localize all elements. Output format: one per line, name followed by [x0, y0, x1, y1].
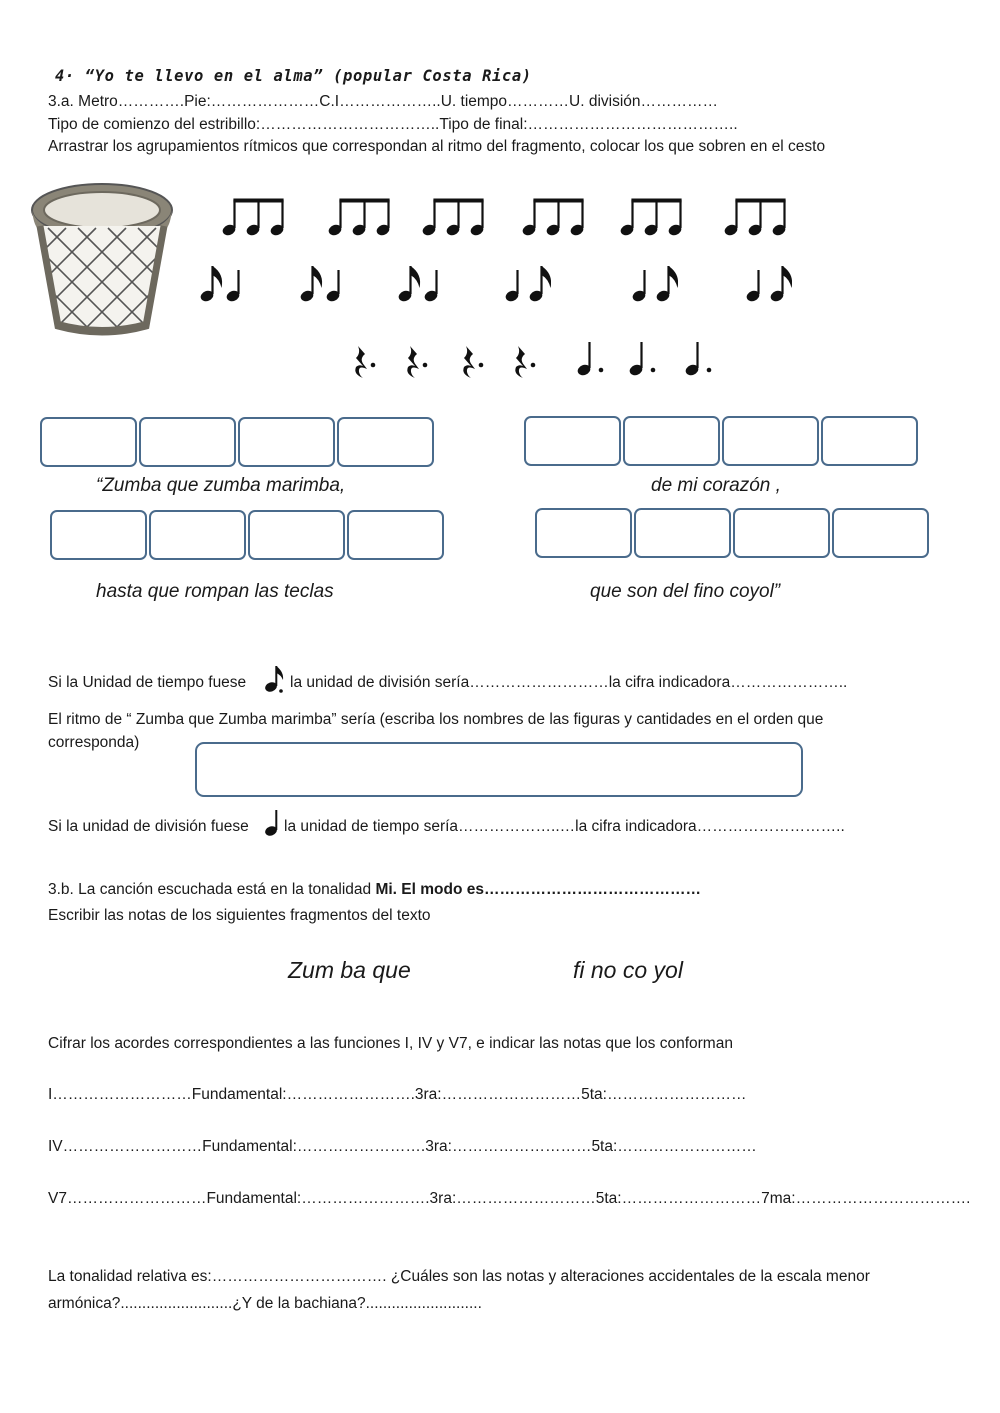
drop-slot[interactable]: [634, 508, 731, 558]
drop-slot[interactable]: [832, 508, 929, 558]
rhythm-group-dotted-quarter-rest[interactable]: [458, 340, 486, 380]
question-3-end: la unidad de tiempo sería………………..…la cifra indicadora………………………..: [284, 818, 845, 835]
scale-question-line: armónica?..........................¿Y de la bachiana?...........................: [48, 1295, 482, 1312]
drop-slot[interactable]: [347, 510, 444, 560]
notes-instruction: Escribir las notas de los siguientes fragmentos del texto: [48, 907, 431, 924]
rhythm-group-quarter-eighth[interactable]: [505, 262, 551, 306]
drop-slot[interactable]: [722, 416, 819, 466]
rhythm-group-dotted-quarter[interactable]: [628, 340, 658, 380]
chords-instruction: Cifrar los acordes correspondientes a las funciones I, IV y V7, e indicar las notas que los conforman: [48, 1035, 733, 1052]
section-b-line: [48, 880, 701, 900]
lyric-line-4: que son del fino coyol”: [590, 581, 781, 602]
drop-slot[interactable]: [623, 416, 720, 466]
quarter-note-icon: [264, 808, 282, 838]
drop-slot[interactable]: [524, 416, 621, 466]
relative-key-line: La tonalidad relativa es:……………………………. ¿Cuáles son las notas y alteraciones accidentales de la escala menor: [48, 1268, 870, 1285]
meter-line: 3.a. Metro………….Pie:…………………C.I………………..U. tiempo…………U. división……………: [48, 93, 719, 110]
drop-slot[interactable]: [821, 416, 918, 466]
rhythm-group-dotted-quarter[interactable]: [684, 340, 714, 380]
answer-row-2: [524, 416, 920, 466]
chord-IV-line: IV………………………Fundamental:…………………….3ra:………………………5ta:………………………: [48, 1138, 757, 1155]
refrain-line: Tipo de comienzo del estribillo:……………………………..Tipo de final:…………………………………..: [48, 116, 738, 133]
rhythm-group-dotted-quarter-rest[interactable]: [510, 340, 538, 380]
drop-slot[interactable]: [40, 417, 137, 467]
rhythm-group-dotted-quarter-rest[interactable]: [402, 340, 430, 380]
answer-row-4: [535, 508, 931, 558]
rhythm-group-eighth-quarter[interactable]: [200, 262, 246, 306]
chord-I-line: I………………………Fundamental:…………………….3ra:………………………5ta:………………………: [48, 1086, 747, 1103]
rhythm-group-eighth-quarter[interactable]: [398, 262, 444, 306]
rhythm-group-eighth-quarter[interactable]: [300, 262, 346, 306]
drop-slot[interactable]: [337, 417, 434, 467]
lyric-line-3: hasta que rompan las teclas: [96, 581, 334, 602]
lyric-line-1: “Zumba que zumba marimba,: [96, 475, 346, 496]
question-2: El ritmo de “ Zumba que Zumba marimba” sería (escriba los nombres de las figuras y cantidades en el orden que: [48, 711, 824, 728]
rhythm-group-triplet-eighths[interactable]: [328, 196, 404, 240]
question-3-start: Si la unidad de división fuese: [48, 818, 249, 835]
question-2-cont: corresponda): [48, 734, 140, 751]
rhythm-group-dotted-quarter[interactable]: [576, 340, 606, 380]
rhythm-group-quarter-eighth[interactable]: [632, 262, 678, 306]
instruction-line: Arrastrar los agrupamientos rítmicos que correspondan al ritmo del fragmento, colocar los que sobren en el cesto: [48, 138, 826, 155]
answer-row-1: [40, 417, 436, 467]
rhythm-group-triplet-eighths[interactable]: [724, 196, 800, 240]
drop-slot[interactable]: [50, 510, 147, 560]
basket-icon[interactable]: [28, 178, 176, 338]
mode-text: Mi. El modo es……………………………………: [375, 881, 701, 898]
drop-slot[interactable]: [535, 508, 632, 558]
exercise-title: 4· “Yo te llevo en el alma” (popular Costa Rica): [55, 67, 532, 85]
drop-slot[interactable]: [248, 510, 345, 560]
lyric-line-2: de mi corazón ,: [651, 475, 781, 496]
rhythm-answer-field[interactable]: [195, 742, 803, 797]
question-1-end: la unidad de división sería………………………la cifra indicadora…………………..: [290, 674, 848, 691]
drop-slot[interactable]: [149, 510, 246, 560]
rhythm-group-dotted-quarter-rest[interactable]: [350, 340, 378, 380]
drop-slot[interactable]: [238, 417, 335, 467]
rhythm-group-triplet-eighths[interactable]: [222, 196, 298, 240]
rhythm-group-triplet-eighths[interactable]: [522, 196, 598, 240]
fragment-1: Zum ba que: [288, 957, 411, 983]
tonality-text: 3.b. La canción escuchada está en la tonalidad: [48, 881, 376, 898]
drop-slot[interactable]: [139, 417, 236, 467]
rhythm-group-triplet-eighths[interactable]: [620, 196, 696, 240]
chord-V7-line: V7………………………Fundamental:…………………….3ra:………………………5ta:………………………7ma:…………………………….: [48, 1190, 971, 1207]
fragment-2: fi no co yol: [573, 957, 683, 983]
dotted-eighth-note-icon: [264, 664, 286, 694]
rhythm-group-quarter-eighth[interactable]: [746, 262, 792, 306]
question-1-start: Si la Unidad de tiempo fuese: [48, 674, 247, 691]
answer-row-3: [50, 510, 446, 560]
rhythm-group-triplet-eighths[interactable]: [422, 196, 498, 240]
drop-slot[interactable]: [733, 508, 830, 558]
